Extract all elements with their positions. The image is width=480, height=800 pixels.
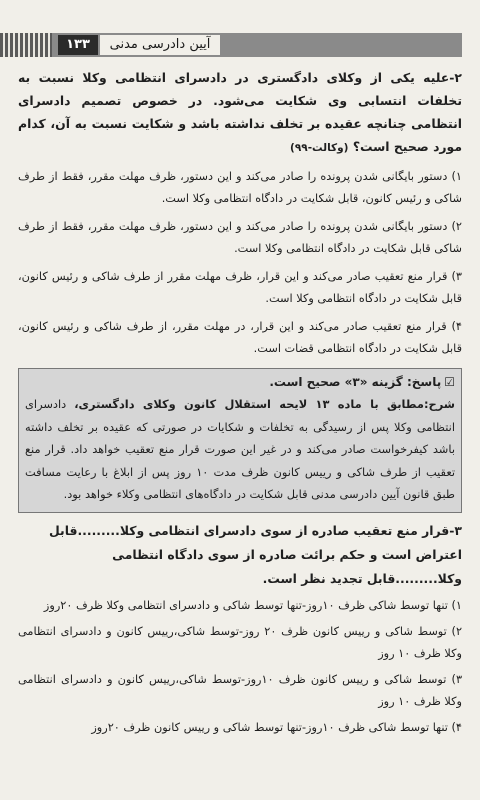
header-stripes bbox=[0, 33, 52, 57]
question-2-source: (وکالت-۹۹) bbox=[290, 142, 349, 154]
question-2-title bbox=[18, 66, 462, 160]
question-3-option-1: ۱) تنها توسط شاکی ظرف ۱۰روز-تنها توسط شاکی و دادسرای انتظامی وکلا ظرف ۲۰روز bbox=[43, 598, 462, 612]
page-number: ۱۳۳ bbox=[58, 35, 98, 55]
answer-text: پاسخ: گزینه «۳» صحیح است. bbox=[269, 375, 442, 389]
question-2-option-3: ۳) قرار منع تعقیب صادر می‌کند و این قرار، ظرف مهلت مقرر از طرف شاکی و رئیس کانون، قابل شکایت در دادگاه انتظامی وکلا است. bbox=[18, 270, 462, 305]
question-3-title: ۳-قرار منع تعقیب صادره از سوی دادسرای انتظامی وکلا.........قابل اعتراض است و حکم برائت صادره از سوی دادگاه انتظامی وکلا.........قابل تجدید نظر است. bbox=[49, 522, 462, 586]
question-2-option-1: ۱) دستور بایگانی شدن پرونده را صادر می‌کند و این دستور، ظرف مهلت مقرر، فقط از طرف شاکی و رئیس کانون، قابل شکایت در دادگاه انتظامی وکلا است. bbox=[18, 170, 462, 205]
answer-box bbox=[18, 368, 462, 513]
explanation-lead: شرح:مطابق با ماده ۱۳ لایحه استقلال کانون وکلای دادگستری، bbox=[74, 397, 456, 411]
page-header bbox=[0, 30, 480, 60]
question-3-option-3: ۳) توسط شاکی و رییس کانون ظرف ۱۰روز-توسط شاکی،رییس کانون و دادسرای انتظامی وکلا ظرف ۱۰ روز bbox=[18, 672, 463, 708]
question-2-option-4: ۴) قرار منع تعقیب صادر می‌کند و این قرار، در مهلت مقرر، از طرف شاکی و رئیس کانون، قابل شکایت در دادگاه انتظامی قضات است. bbox=[18, 320, 462, 355]
header-title: آیین دادرسی مدنی bbox=[100, 35, 220, 55]
answer-explanation bbox=[25, 393, 455, 506]
question-2-option-2: ۲) دستور بایگانی شدن پرونده را صادر می‌کند و این دستور، ظرف مهلت مقرر، فقط از طرف شاکی قابل شکایت در دادگاه انتظامی وکلا است. bbox=[18, 220, 462, 255]
checkbox-icon: ☑ bbox=[444, 375, 455, 389]
question-2-text: ۲-علیه یکی از وکلای دادگستری در دادسرای انتظامی وکلا نسبت به تخلفات انتسابی وی شکایت می‌شود. در خصوص تصمیم دادسرای انتظامی چنانچه عقیده بر تخلف نداشته باشد و شکایت نسبت به آن، کدام مورد صحیح است؟ bbox=[18, 70, 462, 154]
answer-heading bbox=[25, 371, 455, 393]
page-content bbox=[18, 66, 462, 739]
question-3-option-2: ۲) توسط شاکی و رییس کانون ظرف ۲۰ روز-توسط شاکی،رییس کانون و دادسرای انتظامی وکلا ظرف ۱۰ روز bbox=[18, 624, 463, 660]
question-3-option-4: ۴) تنها توسط شاکی ظرف ۱۰روز-تنها توسط شاکی و رییس کانون ظرف ۲۰روز bbox=[91, 720, 462, 734]
explanation-body: دادسرای انتظامی وکلا پس از رسیدگی به تخلفات و شکایات در صورتی که عقیده بر تخلف داشته باشد کیفرخواست صادر می‌کند و در غیر این صورت قرار منع تعقیب خواهد داد. قرار منع تعقیب از طرف شاکی و رییس کانون ظرف مدت ۱۰ روز پس از ابلاغ با رعایت مسافت طبق قانون آیین دادرسی مدنی قابل شکایت در دادگاه‌های انتظامی وکلاء خواهد بود. bbox=[25, 397, 455, 501]
